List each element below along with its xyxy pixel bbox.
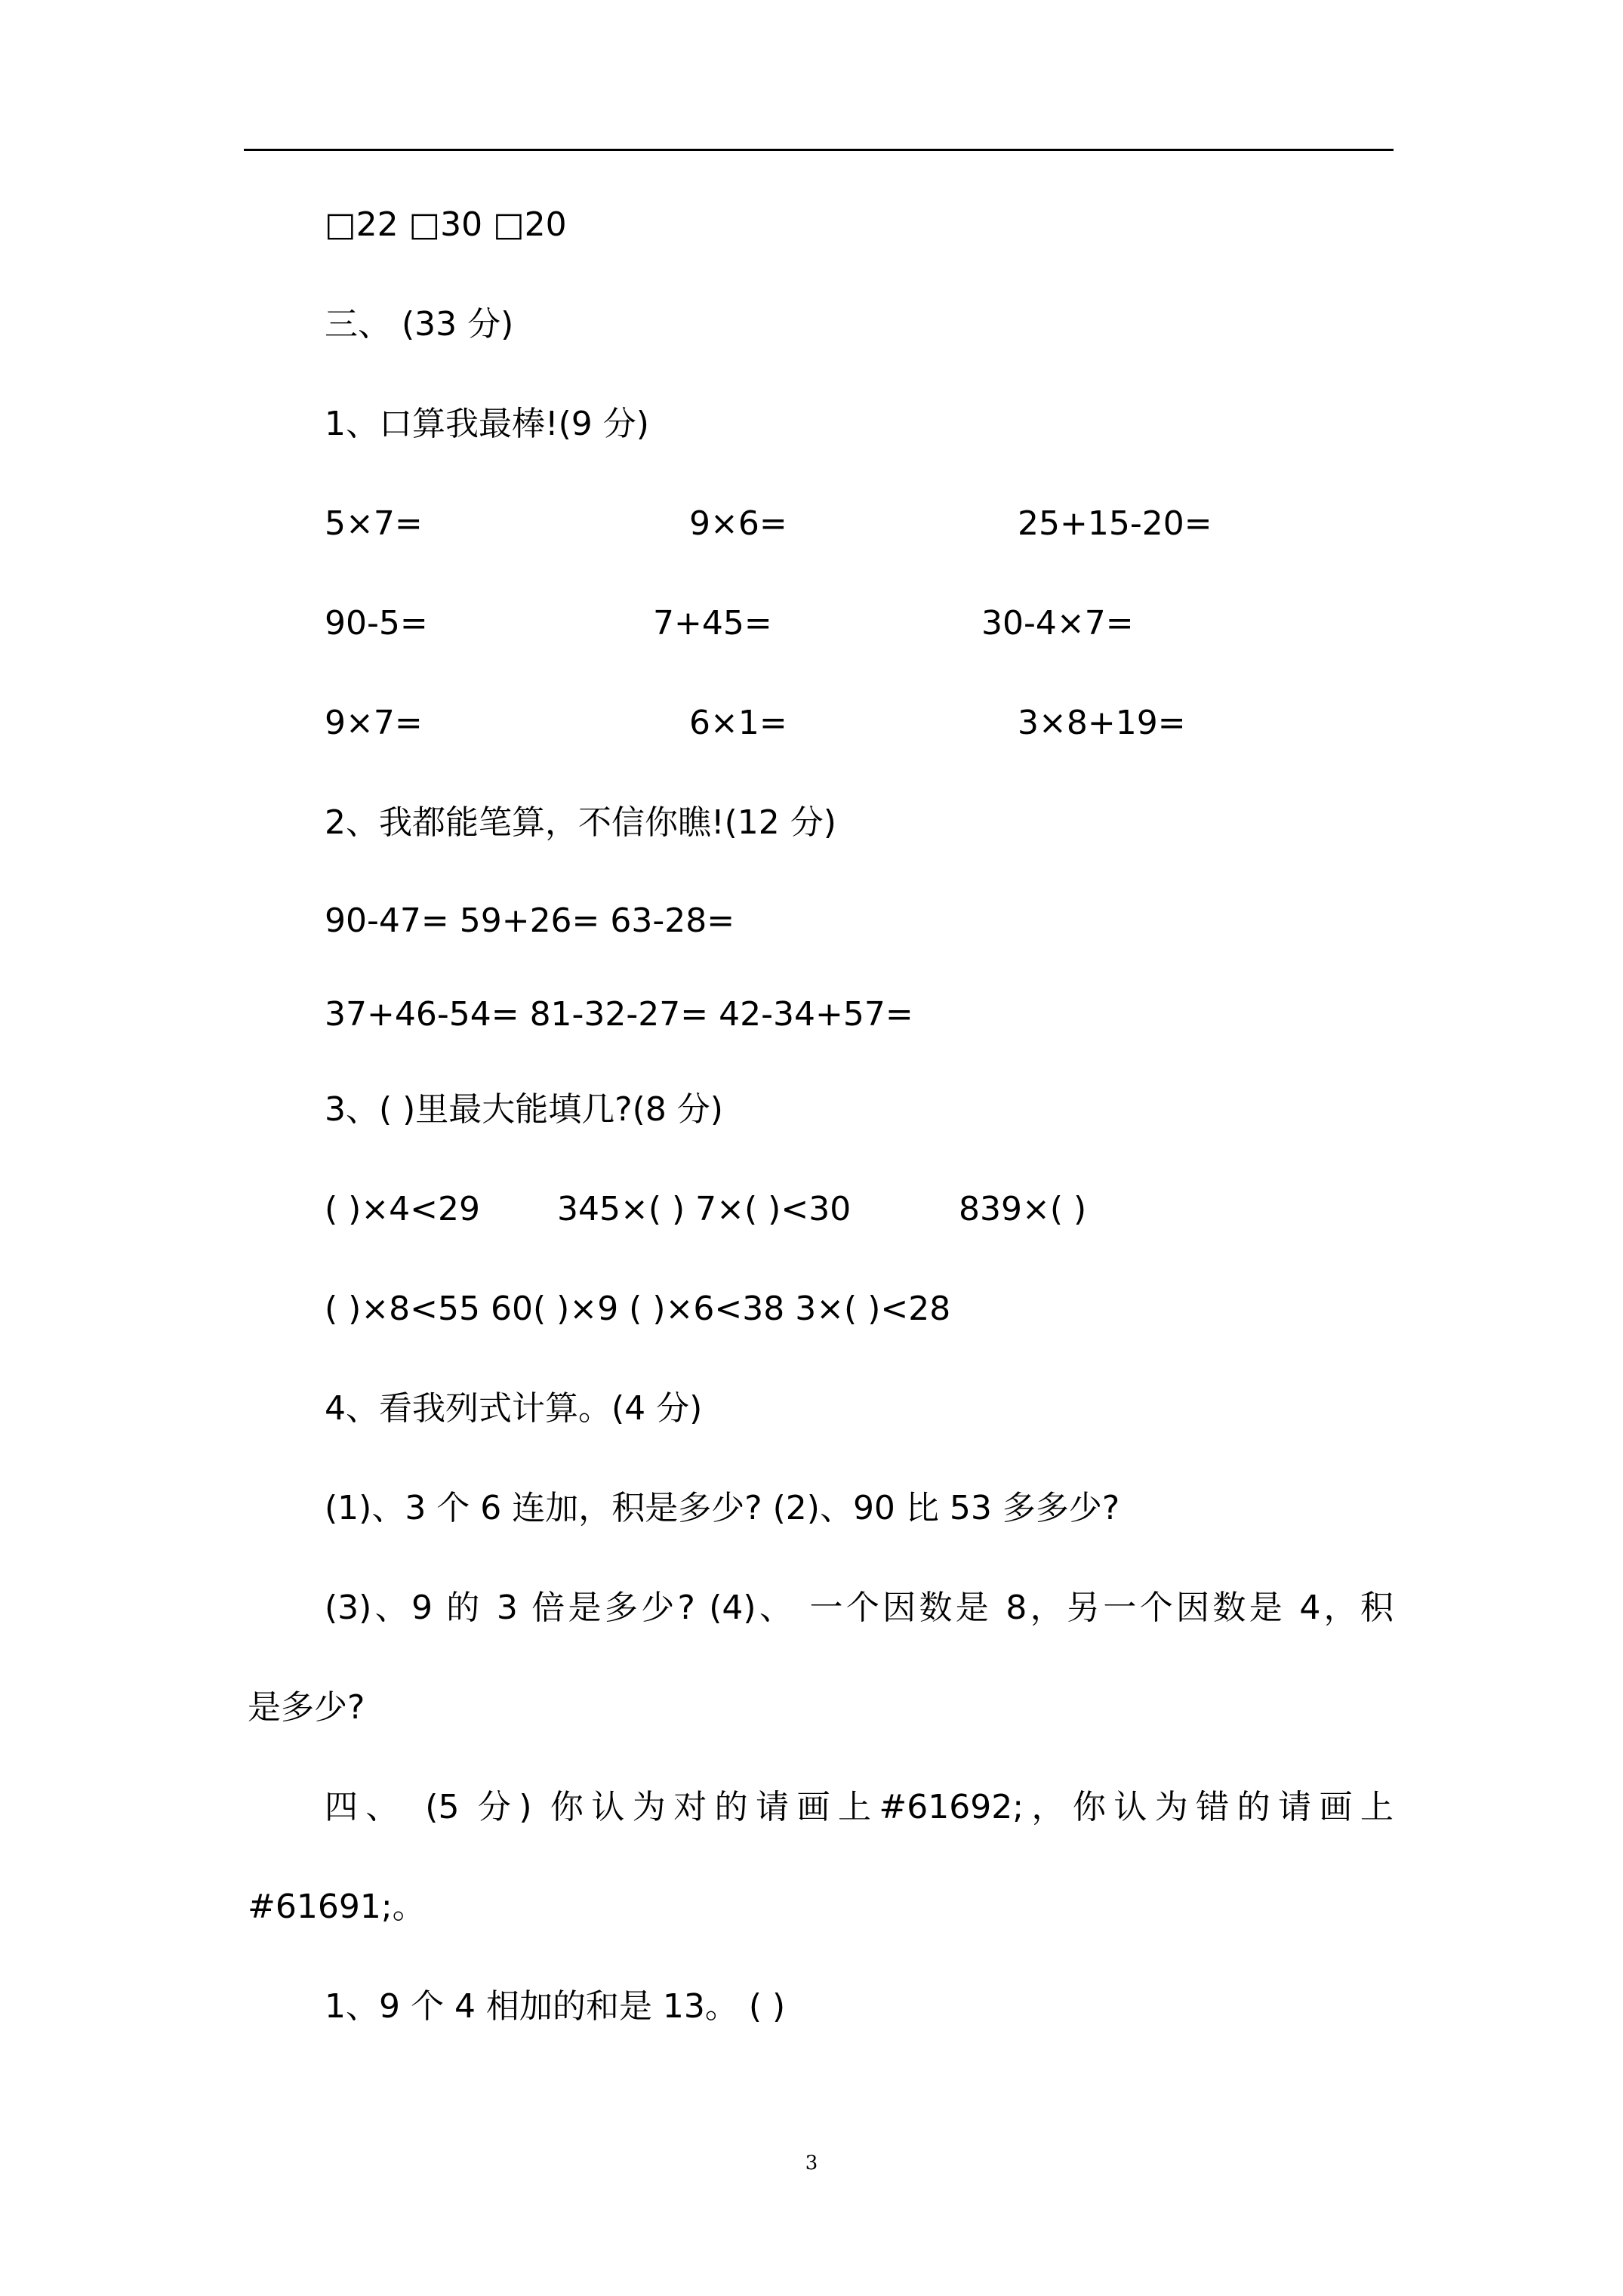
oral-calc-item: 3×8+19= <box>1018 704 1186 742</box>
oral-calc-item: 25+15-20= <box>1018 504 1212 543</box>
section-4-heading: 四、 (5 分) 你认为对的请画上#61692;，你认为错的请画上 <box>325 1788 1394 1826</box>
question-1-title: 1、口算我最棒!(9 分) <box>325 405 649 443</box>
fill-blank-item: 839×( ) <box>959 1190 1087 1228</box>
question-3-title: 3、( )里最大能填几?(8 分) <box>325 1090 723 1129</box>
written-calc-row: 37+46-54= 81-32-27= 42-34+57= <box>325 995 913 1034</box>
oral-calc-item: 9×7= <box>325 704 423 742</box>
page-number: 3 <box>805 2152 818 2174</box>
question-4-parts-1-2: (1)、3 个 6 连加，积是多少? (2)、90 比 53 多多少? <box>325 1489 1120 1527</box>
oral-calc-item: 5×7= <box>325 504 423 543</box>
question-4-parts-3-4-continued: 是多少? <box>248 1688 365 1727</box>
question-4-parts-3-4: (3)、9 的 3 倍是多少? (4)、 一个因数是 8，另一个因数是 4，积 <box>325 1589 1394 1627</box>
section-4-question-1: 1、9 个 4 相加的和是 13。 ( ) <box>325 1987 786 2026</box>
question-2-title: 2、我都能笔算，不信你瞧!(12 分) <box>325 803 836 842</box>
fill-blank-item: ( )×4<29 <box>325 1190 481 1228</box>
oral-calc-item: 7+45= <box>653 604 772 643</box>
section-4-heading-continued: #61691;。 <box>248 1888 426 1926</box>
oral-calc-item: 90-5= <box>325 604 428 643</box>
answer-choices: □22 □30 □20 <box>325 205 567 244</box>
written-calc-row: 90-47= 59+26= 63-28= <box>325 901 735 940</box>
fill-blank-row: ( )×8<55 60( )×9 ( )×6<38 3×( )<28 <box>325 1290 951 1328</box>
fill-blank-item: 345×( ) 7×( )<30 <box>557 1190 852 1228</box>
oral-calc-item: 30-4×7= <box>981 604 1134 643</box>
oral-calc-item: 6×1= <box>689 704 787 742</box>
header-rule <box>244 149 1394 151</box>
oral-calc-item: 9×6= <box>689 504 787 543</box>
question-4-title: 4、看我列式计算。(4 分) <box>325 1389 703 1428</box>
section-3-heading: 三、 (33 分) <box>325 305 514 344</box>
